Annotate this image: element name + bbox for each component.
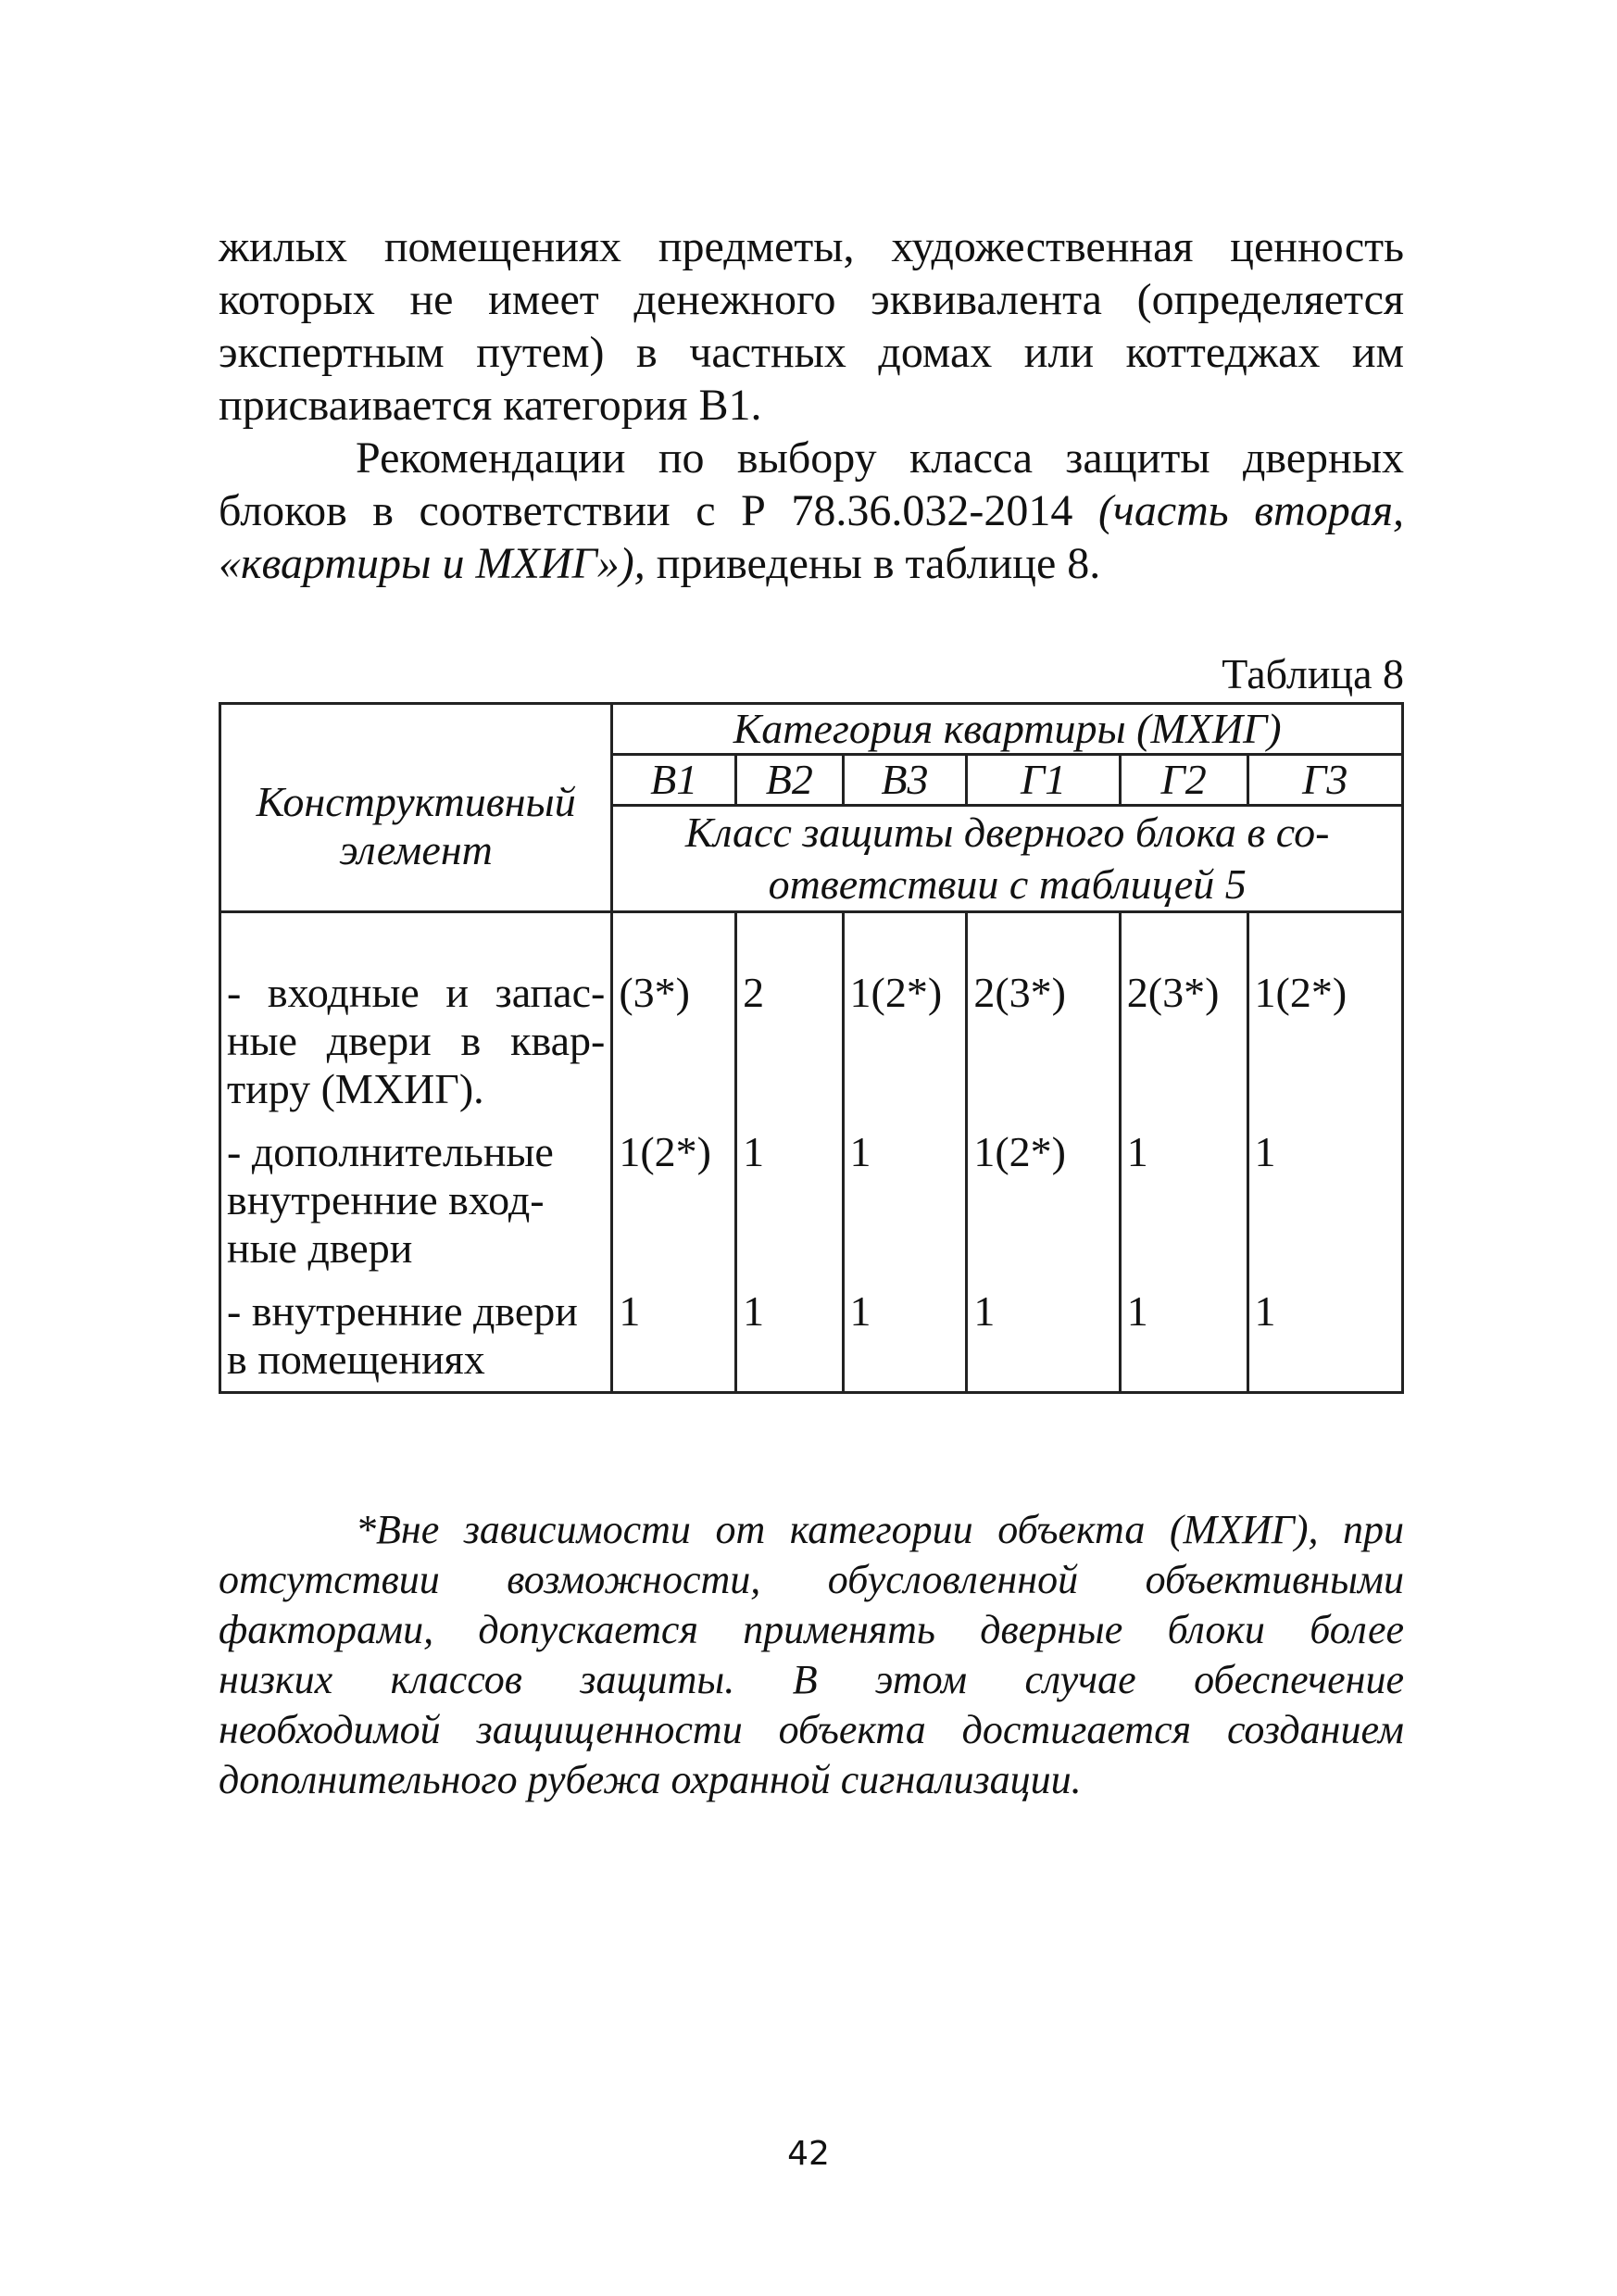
value-cell: 2(3*)	[973, 969, 1066, 1016]
row-label	[227, 1287, 605, 1391]
value-cell: (3*)	[619, 969, 690, 1016]
footnote-line: необходимой защищенности объекта достигается созданием	[219, 1707, 1404, 1752]
page-number: 42	[787, 2135, 830, 2173]
table-header-row	[220, 704, 1403, 755]
footnote-line: факторами, допускается применять дверные блоки более	[219, 1607, 1404, 1652]
value-cell: 1	[849, 1128, 871, 1175]
row-label-line: - внутренние двери	[227, 1287, 578, 1335]
door-class-table	[219, 702, 1404, 1394]
value-cell: 1	[849, 1287, 871, 1335]
footnote-line: *Вне зависимости от категории объекта (МХИГ), при	[356, 1507, 1404, 1552]
value-column	[736, 912, 843, 1393]
paragraph-line: присваивается категория В1.	[219, 381, 762, 430]
class-header-line: Класс защиты дверного блока в со-	[684, 809, 1330, 856]
paragraph-text: приведены в таблице 8.	[656, 539, 1101, 588]
column-header: Г3	[1247, 755, 1402, 806]
paragraph-2	[219, 432, 1404, 590]
value-cell: 1(2*)	[849, 969, 943, 1016]
table-body-row	[220, 912, 1403, 1393]
value-cell: 1(2*)	[619, 1128, 711, 1175]
column-header: В3	[843, 755, 967, 806]
paragraph-1	[219, 220, 1404, 432]
paragraph-line	[219, 537, 1404, 590]
row-label	[227, 1128, 605, 1287]
row-label-line: тиру (МХИГ).	[227, 1065, 484, 1112]
paragraph-italic-text: (часть вторая,	[1097, 486, 1405, 535]
value-cell: 1(2*)	[973, 1128, 1066, 1175]
value-cell: 1	[973, 1287, 996, 1335]
paragraph-line: которых не имеет денежного эквивалента (определяется	[219, 275, 1404, 324]
element-header-line: Конструктивный	[256, 778, 576, 825]
value-column	[612, 912, 736, 1393]
value-column	[843, 912, 967, 1393]
paragraph-line: Рекомендации по выбору класса защиты дверных	[356, 433, 1404, 483]
class-header-line: ответствии с таблицей 5	[768, 860, 1247, 908]
row-label-line: ные двери в квар-	[227, 1017, 606, 1064]
paragraph-line	[219, 484, 1404, 537]
value-cell: 1(2*)	[1254, 969, 1348, 1016]
row-label-line: - входные и запас-	[227, 969, 606, 1016]
class-header-cell	[612, 806, 1403, 912]
value-cell: 1	[743, 1287, 765, 1335]
value-column	[1120, 912, 1247, 1393]
footnote-line: отсутствии возможности, обусловленной объективными	[219, 1557, 1404, 1602]
column-header: В2	[736, 755, 843, 806]
value-cell: 1	[1126, 1128, 1148, 1175]
paragraph-line: экспертным путем) в частных домах или коттеджах им	[219, 328, 1404, 377]
value-cell: 1	[619, 1287, 641, 1335]
row-label	[227, 969, 605, 1128]
value-column	[1247, 912, 1402, 1393]
value-cell: 1	[1126, 1287, 1148, 1335]
value-cell: 2	[743, 969, 765, 1016]
row-label-line: ные двери	[227, 1224, 413, 1272]
row-label-line: внутренние вход-	[227, 1176, 545, 1223]
value-cell: 1	[1254, 1128, 1276, 1175]
value-cell: 1	[743, 1128, 765, 1175]
row-label-line: в помещениях	[227, 1336, 485, 1383]
footnote	[219, 1505, 1404, 1805]
row-labels-cell	[220, 912, 612, 1393]
column-header: Г1	[967, 755, 1120, 806]
footnote-line: дополнительного рубежа охранной сигнализации.	[219, 1757, 1082, 1802]
value-column	[967, 912, 1120, 1393]
table-caption: Таблица 8	[1222, 650, 1404, 697]
footnote-line: низких классов защиты. В этом случае обеспечение	[219, 1657, 1404, 1702]
paragraph-text: блоков в соответствии с Р 78.36.032-2014	[219, 486, 1073, 535]
value-cell: 2(3*)	[1126, 969, 1220, 1016]
paragraph-line: жилых помещениях предметы, художественная ценность	[219, 222, 1404, 271]
category-header-cell: Категория квартиры (МХИГ)	[612, 704, 1403, 755]
column-header: Г2	[1120, 755, 1247, 806]
row-label-line: - дополнительные	[227, 1128, 554, 1175]
element-header-line: элемент	[339, 826, 493, 873]
column-header: В1	[612, 755, 736, 806]
paragraph-italic-text: «квартиры и МХИГ»),	[219, 539, 646, 588]
element-header-cell	[220, 704, 612, 912]
value-cell: 1	[1254, 1287, 1276, 1335]
